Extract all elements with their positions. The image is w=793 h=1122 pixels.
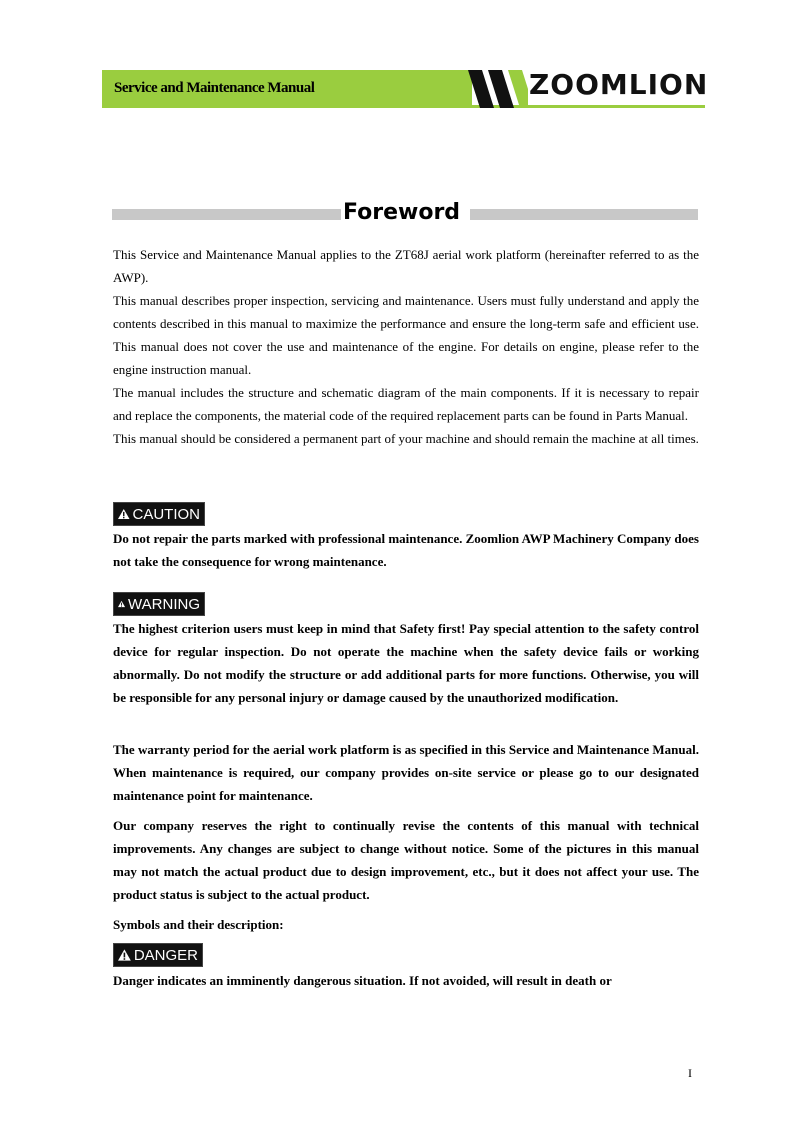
caution-label: CAUTION	[132, 505, 200, 523]
intro-paragraph: This manual should be considered a permanent part of your machine and should remain the machine at all times.	[113, 431, 699, 446]
warning-triangle-icon	[118, 507, 130, 521]
zoomlion-logo: ZOOMLION	[529, 68, 709, 101]
intro-paragraph: This manual describes proper inspection, servicing and maintenance. Users must fully understand and apply the contents described in this manual to maximize the performance and ensure the long-term safe and efficient use. This manual does not cover the use and maintenance of the engine. For details on engine, please refer to the engine instruction manual.	[113, 293, 699, 377]
header-title: Service and Maintenance Manual	[114, 80, 315, 96]
logo-mark-icon	[468, 70, 528, 108]
foreword-rule-right	[470, 209, 698, 220]
warning-triangle-icon	[118, 948, 131, 962]
warning-text: The highest criterion users must keep in mind that Safety first! Pay special attention to the safety control device for regular inspection. Do not operate the machine when the safety device fails or working abnormally. Do not modify the structure or add additional parts for more functions. Otherwise, you will be responsible for any personal injury or damage caused by the unauthorized modification.	[113, 621, 699, 705]
page-number: I	[688, 1066, 692, 1080]
revise-text: Our company reserves the right to continually revise the contents of this manual with technical improvements. Any changes are subject to change without notice. Some of the pictures in this manual may not match the actual product due to design improvement, etc., but it does not affect your use. The product status is subject to the actual product.	[113, 818, 699, 902]
warning-sign	[113, 592, 205, 616]
intro-paragraph: The manual includes the structure and schematic diagram of the main components. If it is necessary to repair and replace the components, the material code of the required replacement parts can be found in Parts Manual.	[113, 385, 699, 423]
warning-triangle-icon	[118, 597, 125, 611]
foreword-rule-left	[112, 209, 341, 220]
intro-paragraph: This Service and Maintenance Manual applies to the ZT68J aerial work platform (hereinafter referred to as the AWP).	[113, 247, 699, 285]
header-underline	[102, 105, 705, 108]
caution-sign	[113, 502, 205, 526]
page-title: Foreword	[343, 200, 461, 225]
intro-section	[113, 243, 699, 450]
danger-label: DANGER	[133, 946, 198, 964]
danger-text: Danger indicates an imminently dangerous situation. If not avoided, will result in death or	[113, 973, 612, 988]
caution-text: Do not repair the parts marked with professional maintenance. Zoomlion AWP Machinery Company does not take the consequence for wrong maintenance.	[113, 531, 699, 569]
warning-label: WARNING	[128, 595, 200, 613]
symbols-heading: Symbols and their description:	[113, 917, 284, 932]
danger-sign	[113, 943, 203, 967]
warranty-text: The warranty period for the aerial work platform is as specified in this Service and Maintenance Manual. When maintenance is required, our company provides on-site service or please go to our designated maintenance point for maintenance.	[113, 742, 699, 803]
